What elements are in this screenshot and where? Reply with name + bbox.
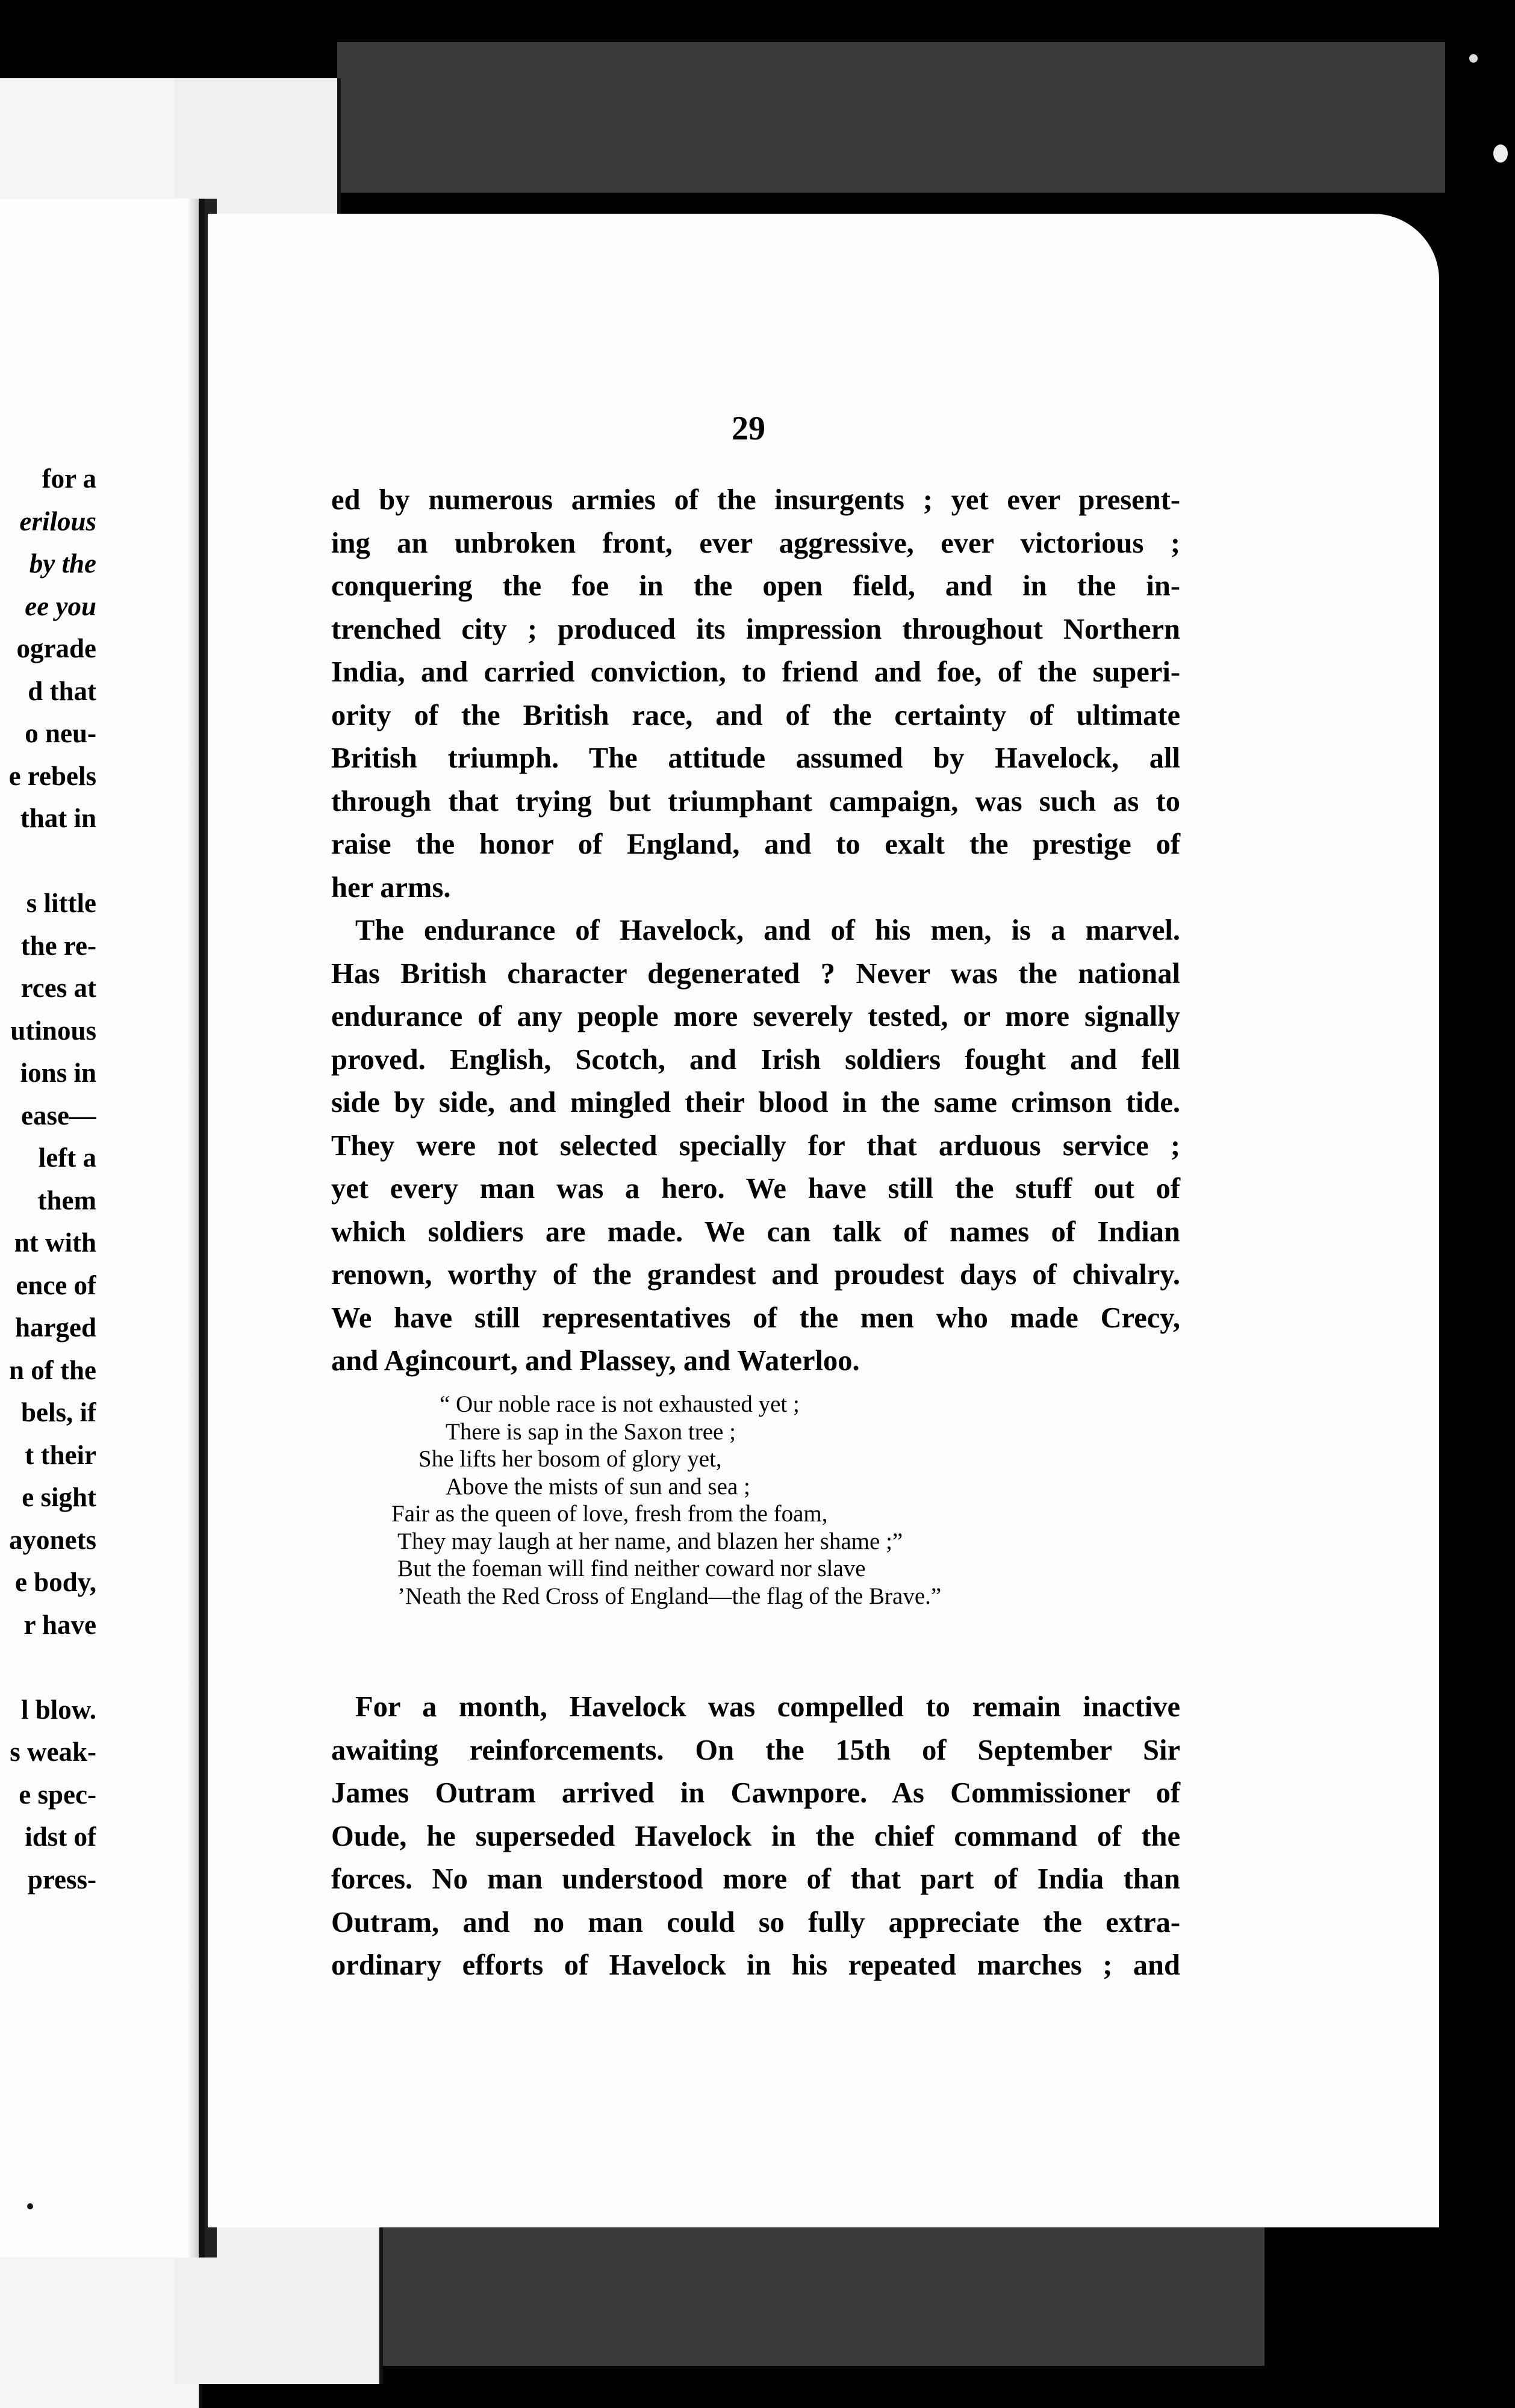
text-line: trenched city ; produced its impression throughout Northern [331, 613, 1180, 645]
poem-line: “ Our noble race is not exhausted yet ; [440, 1391, 800, 1417]
fragment-line: utinous [10, 1015, 96, 1046]
fragment-line: for a [42, 464, 96, 494]
text-line: awaiting reinforcements. On the 15th of September Sir [331, 1734, 1180, 1766]
text-line: Has British character degenerated ? Never was the national [331, 957, 1180, 990]
fragment-line: ence of [16, 1270, 96, 1300]
scan-speck [1469, 54, 1478, 63]
poem-quote [391, 1391, 1174, 1610]
fragment-line: ograde [16, 633, 96, 663]
text-line: ority of the British race, and of the certainty of ultimate [331, 699, 1180, 731]
text-line: through that trying but triumphant campaign, was such as to [331, 785, 1180, 818]
fragment-line: o neu- [25, 718, 96, 748]
paragraph-3 [331, 1686, 1180, 1987]
fragment-line: e body, [14, 1567, 96, 1597]
fragment-line: ee you [25, 591, 96, 621]
fragment-line: n of the [9, 1354, 96, 1385]
scan-speck [1493, 144, 1508, 163]
text-line: and Agincourt, and Plassey, and Waterloo. [331, 1345, 860, 1377]
poem-line: Fair as the queen of love, fresh from the foam, [391, 1501, 828, 1527]
fragment-line: e spec- [19, 1779, 96, 1810]
text-line: Outram, and no man could so fully appreciate the extra- [331, 1906, 1180, 1938]
fragment-line: ions in [20, 1058, 96, 1088]
fragment-line: bels, if [20, 1397, 96, 1427]
fragment-line [0, 840, 96, 883]
fragment-line: press- [27, 1864, 96, 1894]
poem-line: There is sap in the Saxon tree ; [446, 1418, 736, 1445]
scan-background-top [337, 42, 1445, 193]
spine-shadow [187, 199, 199, 2258]
fragment-line: r have [23, 1609, 96, 1640]
fragment-line: nt with [14, 1227, 96, 1258]
text-line: The endurance of Havelock, and of his men, is a marvel. [355, 914, 1180, 946]
poem-line: She lifts her bosom of glory yet, [418, 1446, 722, 1472]
text-line: endurance of any people more severely tested, or more signally [331, 1001, 1180, 1032]
paragraph-2 [331, 909, 1180, 1383]
fragment-line: rces at [20, 973, 96, 1003]
poem-line: But the foeman will find neither coward nor slave [397, 1556, 866, 1581]
poem-line: They may laugh at her name, and blazen her shame ;” [397, 1528, 903, 1554]
text-line: yet every man was a hero. We have still the stuff out of [331, 1173, 1180, 1205]
fragment-line [0, 1646, 96, 1689]
scan-speck [27, 2203, 33, 2209]
fragment-line: the re- [20, 930, 96, 961]
text-line: British triumph. The attitude assumed by Havelock, all [331, 742, 1180, 774]
text-line: For a month, Havelock was compelled to remain inactive [355, 1691, 1180, 1723]
text-line: proved. English, Scotch, and Irish soldiers fought and fell [331, 1043, 1180, 1076]
fragment-line: that in [20, 803, 96, 833]
text-line: James Outram arrived in Cawnpore. As Commissioner of [331, 1777, 1180, 1809]
fragment-line: e sight [22, 1482, 96, 1512]
text-line: ed by numerous armies of the insurgents ; yet ever present- [331, 484, 1180, 516]
text-line: renown, worthy of the grandest and proudest days of chivalry. [331, 1259, 1180, 1291]
scan-background-bottom [373, 2227, 1265, 2366]
page-number: 29 [732, 410, 765, 447]
fragment-line: harged [15, 1312, 96, 1342]
text-line: conquering the foe in the open field, and in the in- [331, 570, 1180, 602]
fragment-line: erilous [19, 506, 96, 536]
text-line: raise the honor of England, and to exalt the prestige of [331, 828, 1180, 860]
fragment-line: s weak- [10, 1737, 96, 1767]
text-line: her arms. [331, 871, 451, 904]
text-line: side by side, and mingled their blood in the same crimson tide. [331, 1087, 1180, 1119]
text-line: We have still representatives of the men who made Crecy, [331, 1302, 1180, 1334]
fragment-line: s little [26, 888, 96, 918]
fragment-line: left a [38, 1143, 96, 1173]
fragment-line: ease— [21, 1100, 96, 1131]
text-line: Oude, he superseded Havelock in the chief command of the [331, 1820, 1180, 1852]
left-page-text-fragments [0, 458, 96, 1901]
paragraph-1 [331, 479, 1180, 909]
text-line: ing an unbroken front, ever aggressive, ever victorious ; [331, 527, 1180, 559]
text-line: ordinary efforts of Havelock in his repeated marches ; and [331, 1949, 1180, 1981]
fragment-line: ayonets [9, 1524, 96, 1555]
fragment-line: idst of [25, 1822, 96, 1852]
text-line: which soldiers are made. We can talk of names of Indian [331, 1215, 1180, 1248]
fragment-line: e rebels [8, 760, 96, 791]
poem-line: ’Neath the Red Cross of England—the flag of the Brave.” [397, 1583, 942, 1609]
fragment-line: by the [29, 548, 96, 579]
text-line: forces. No man understood more of that part of India than [331, 1863, 1180, 1895]
text-line: They were not selected specially for that arduous service ; [331, 1129, 1180, 1162]
fragment-line: t their [25, 1439, 96, 1470]
fragment-line: l blow. [20, 1694, 96, 1725]
poem-line: Above the mists of sun and sea ; [446, 1473, 750, 1500]
fragment-line: d that [28, 675, 96, 706]
fragment-line: them [37, 1185, 96, 1215]
text-line: India, and carried conviction, to friend and foe, of the superi- [331, 656, 1180, 688]
